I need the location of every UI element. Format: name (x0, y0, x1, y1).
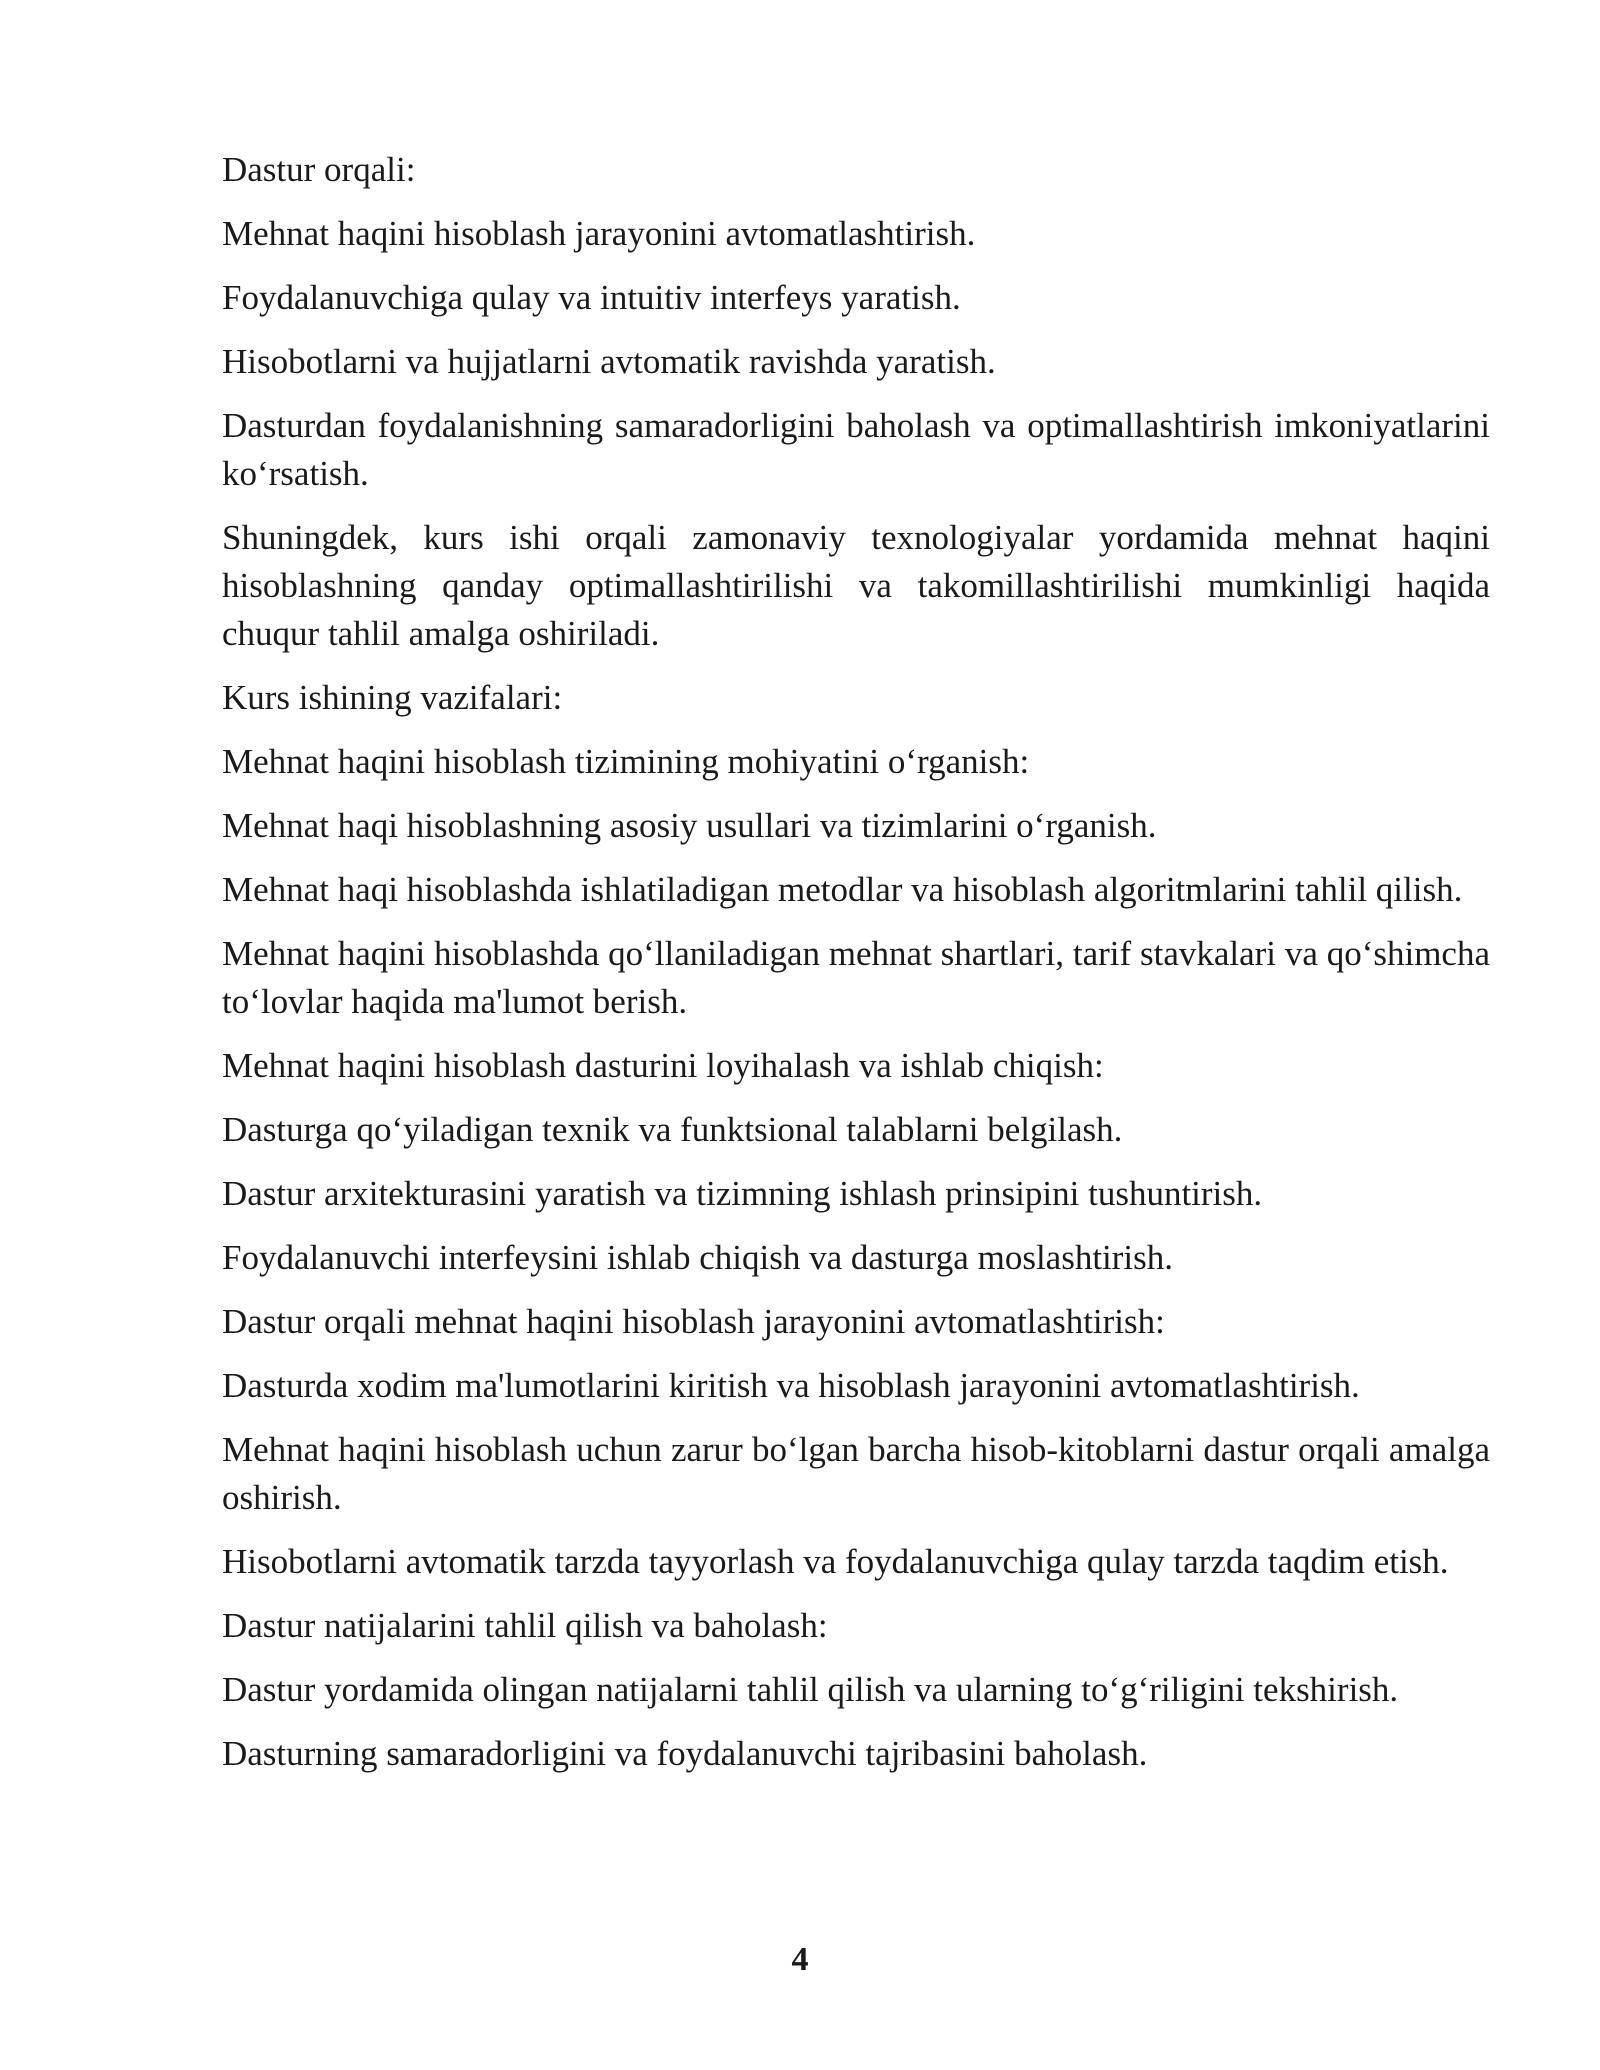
paragraph-mohiyat: Mehnat haqini hisoblash tizimining mohiyatini o‘rganish: (222, 742, 1030, 781)
paragraph-tajriba: Dasturning samaradorligini va foydalanuvchi tajribasini baholash. (222, 1734, 1148, 1773)
paragraph-natijalar-heading: Dastur natijalarini tahlil qilish va baholash: (222, 1606, 828, 1645)
paragraph-samaradorlik: Dasturdan foydalanishning samaradorligini baholash va optimallashtirish imkoniyatlarini ko‘rsatish. (222, 406, 1490, 493)
paragraph-tekshirish: Dastur yordamida olingan natijalarni tahlil qilish va ularning to‘g‘riligini tekshirish. (222, 1670, 1399, 1709)
paragraph-arxitektura: Dastur arxitekturasini yaratish va tizimning ishlash prinsipini tushuntirish. (222, 1174, 1263, 1213)
paragraph-hisob-kitoblar: Mehnat haqini hisoblash uchun zarur bo‘lgan barcha hisob-kitoblarni dastur orqali amalga oshirish. (222, 1430, 1490, 1517)
page-body (222, 146, 1490, 1794)
paragraph-xodim: Dasturda xodim ma'lumotlarini kiritish va hisoblash jarayonini avtomatlashtirish. (222, 1366, 1360, 1405)
paragraph-hisobotlar: Hisobotlarni va hujjatlarni avtomatik ravishda yaratish. (222, 342, 996, 381)
paragraph-shuningdek: Shuningdek, kurs ishi orqali zamonaviy texnologiyalar yordamida mehnat haqini hisoblashning qanday optimallashtirilishi va takomillashtirilishi mumkinligi haqida chuqur tahlil amalga oshiriladi. (222, 518, 1490, 653)
paragraph-shartlar: Mehnat haqini hisoblashda qo‘llaniladigan mehnat shartlari, tarif stavkalari va qo‘shimcha to‘lovlar haqida ma'lumot berish. (222, 934, 1490, 1021)
page-number: 4 (791, 1941, 809, 1978)
paragraph-interfeys-ishlab: Foydalanuvchi interfeysini ishlab chiqish va dasturga moslashtirish. (222, 1238, 1174, 1277)
paragraph-loyihalash: Mehnat haqini hisoblash dasturini loyihalash va ishlab chiqish: (222, 1046, 1104, 1085)
paragraph-metodlar: Mehnat haqi hisoblashda ishlatiladigan metodlar va hisoblash algoritmlarini tahlil qilish. (222, 870, 1463, 909)
paragraph-hisobotlar-tayyorlash: Hisobotlarni avtomatik tarzda tayyorlash va foydalanuvchiga qulay tarzda taqdim etish. (222, 1542, 1449, 1581)
paragraph-vazifalar-heading: Kurs ishining vazifalari: (222, 678, 563, 717)
paragraph-avtomatlashtirish: Mehnat haqini hisoblash jarayonini avtomatlashtirish. (222, 214, 976, 253)
paragraph-talablar: Dasturga qo‘yiladigan texnik va funktsional talablarni belgilash. (222, 1110, 1123, 1149)
paragraph-jarayon-heading: Dastur orqali mehnat haqini hisoblash jarayonini avtomatlashtirish: (222, 1302, 1165, 1341)
paragraph-interfeys: Foydalanuvchiga qulay va intuitiv interfeys yaratish. (222, 278, 961, 317)
paragraph-dastur-orqali: Dastur orqali: (222, 150, 416, 189)
paragraph-usullar: Mehnat haqi hisoblashning asosiy usullari va tizimlarini o‘rganish. (222, 806, 1157, 845)
